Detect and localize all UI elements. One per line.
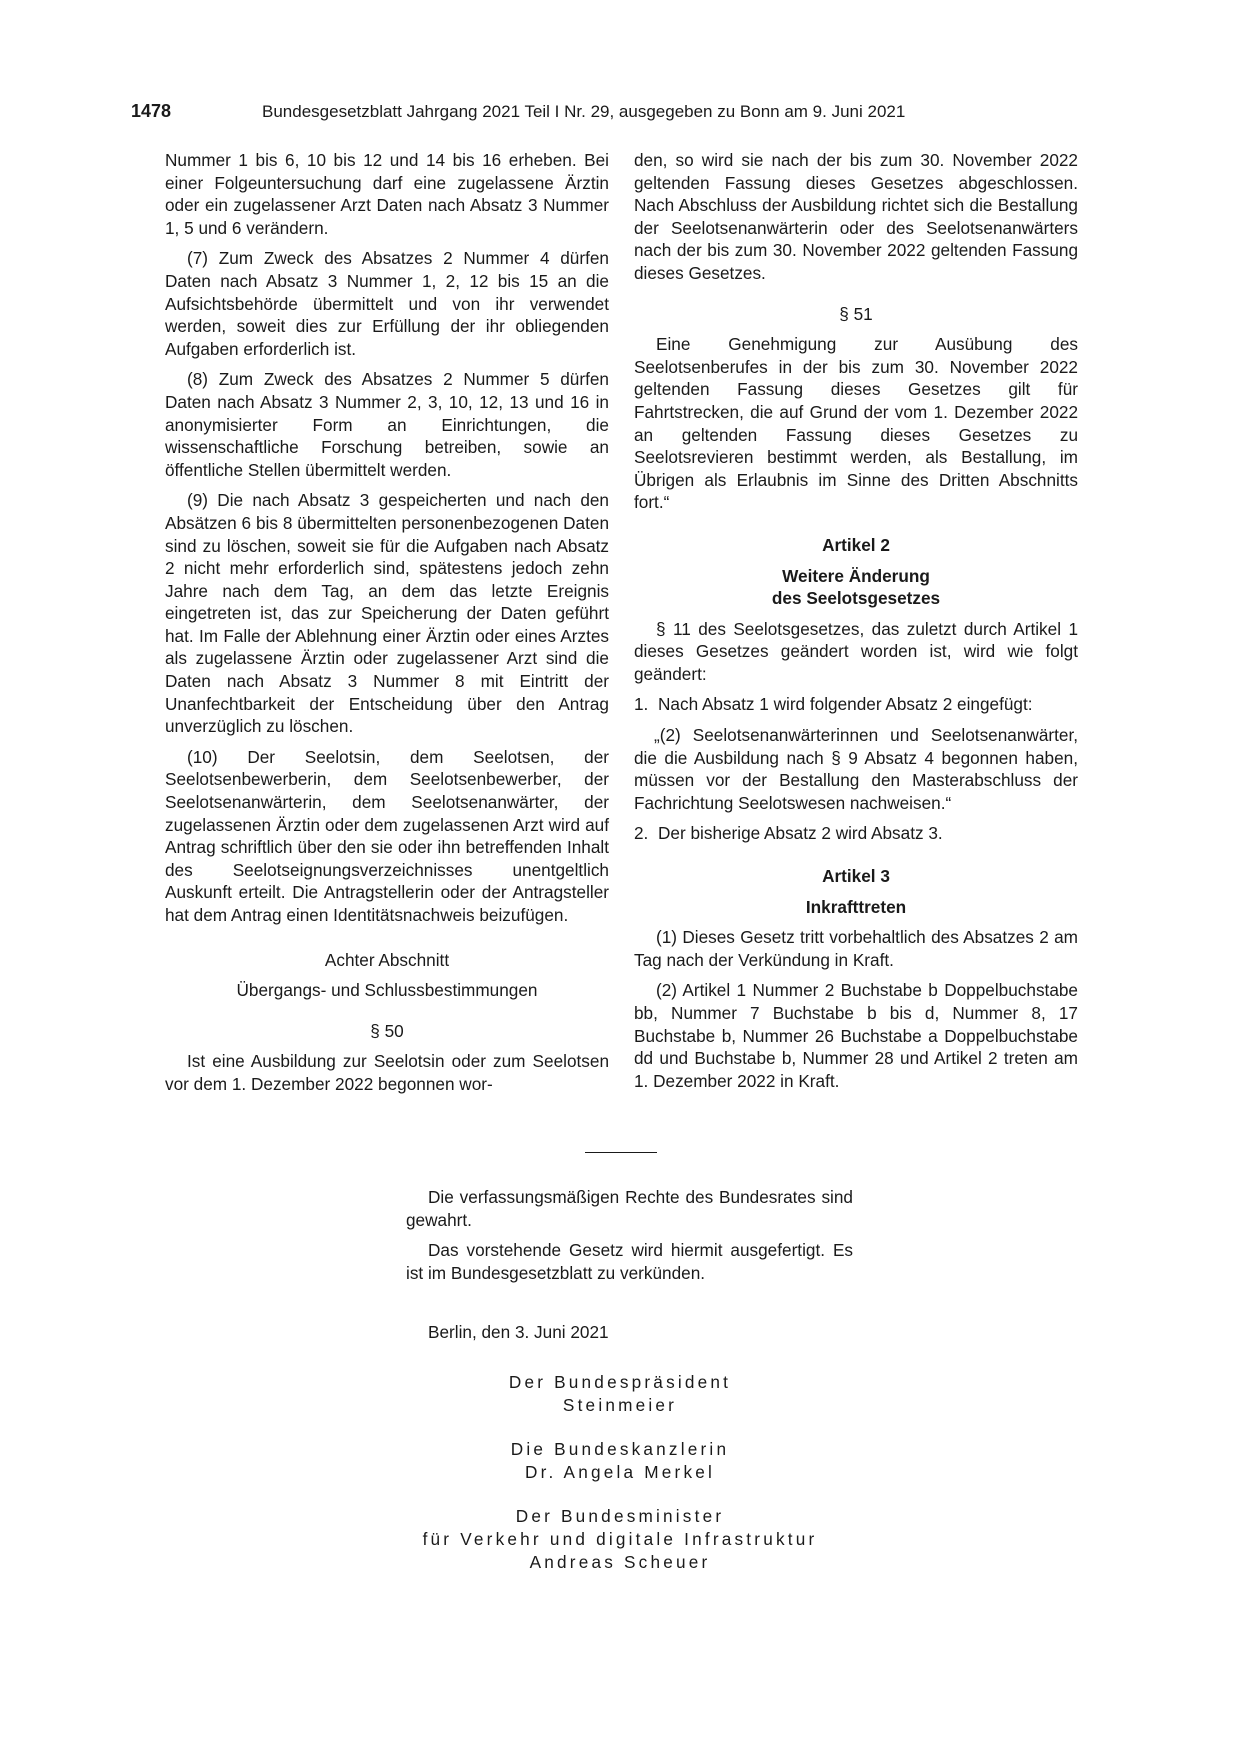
paragraph-continuation: Nummer 1 bis 6, 10 bis 12 und 14 bis 16 erheben. Bei einer Folgeuntersuchung darf eine zugelassene Ärztin oder ein zugelassener Arzt Daten nach Absatz 3 Nummer 1, 5 und 6 verändern.	[165, 150, 609, 238]
article-3-paragraph-2: (2) Artikel 1 Nummer 2 Buchstabe b Doppelbuchstabe bb, Nummer 7 Buchstabe b bis d, Nummer 8, 17 Buchstabe b, Nummer 26 Buchstabe a Doppelbuchstabe dd und Buchstabe b, Nummer 28 und Artikel 2 treten am 1. Dezember 2022 in Kraft.	[634, 980, 1078, 1091]
signatory-name: Steinmeier	[562, 1394, 678, 1415]
paragraph-7: (7) Zum Zweck des Absatzes 2 Nummer 4 dürfen Daten nach Absatz 3 Nummer 1, 2, 12 bis 15 an die Aufsichtsbehörde übermittelt und von ihr verwendet werden, soweit dies zur Erfüllung der ihr obliegenden Aufgaben erforderlich ist.	[165, 248, 609, 359]
promulgation-statement: Das vorstehende Gesetz wird hiermit ausgefertigt. Es ist im Bundesgesetzblatt zu verkünden.	[406, 1240, 853, 1283]
article-2-heading: Artikel 2	[822, 534, 890, 555]
signatory-name: Dr. Angela Merkel	[524, 1461, 716, 1482]
signatory-title-line2: für Verkehr und digitale Infrastruktur	[422, 1528, 818, 1549]
page-number: 1478	[131, 101, 172, 121]
article-3-paragraph-1: (1) Dieses Gesetz tritt vorbehaltlich des Absatzes 2 am Tag nach der Verkündung in Kraft.	[634, 927, 1078, 970]
list-item-number: 1.	[634, 694, 649, 715]
running-head: Bundesgesetzblatt Jahrgang 2021 Teil I Nr. 29, ausgegeben zu Bonn am 9. Juni 2021	[262, 102, 906, 121]
paragraph-50-start: Ist eine Ausbildung zur Seelotsin oder zum Seelotsen vor dem 1. Dezember 2022 begonnen wor-	[165, 1051, 609, 1094]
article-2-title-line2: des Seelotsgesetzes	[771, 588, 941, 609]
signature-chancellor	[340, 1438, 900, 1483]
paragraph-10: (10) Der Seelotsin, dem Seelotsen, der Seelotsenbewerberin, dem Seelotsenbewerber, der Seelotsenanwärterin, dem Seelotsenanwärter, der zugelassenen Ärztin oder dem zugelassenen Arzt wird auf Antrag schriftlich über den sie oder ihn betreffenden Inhalt des Seelotseignungsverzeichnisses unentgeltlich Auskunft erteilt. Die Antragstellerin oder der Antragsteller hat dem Antrag einen Identitätsnachweis beizufügen.	[165, 746, 609, 925]
article-2-quoted-paragraph: „(2) Seelotsenanwärterinnen und Seelotsenanwärter, die die Ausbildung nach § 9 Absatz 4 begonnen haben, müssen vor der Bestallung den Masterabschluss der Fachrichtung Seelotswesen nachweisen.“	[634, 725, 1078, 813]
list-item	[634, 822, 1078, 845]
section-heading: Achter Abschnitt	[324, 949, 450, 970]
paragraph-51-heading: § 51	[839, 303, 873, 324]
signature-block	[340, 1371, 900, 1595]
list-item-text: Nach Absatz 1 wird folgender Absatz 2 eingefügt:	[658, 694, 1033, 715]
signatory-name: Andreas Scheuer	[529, 1551, 711, 1572]
signature-minister	[340, 1505, 900, 1573]
article-2-intro: § 11 des Seelotsgesetzes, das zuletzt durch Artikel 1 dieses Gesetzes geändert worden ist, wird wie folgt geändert:	[634, 618, 1078, 684]
right-column	[634, 149, 1078, 1100]
paragraph-50-heading: § 50	[370, 1020, 404, 1041]
bundesrat-rights-statement: Die verfassungsmäßigen Rechte des Bundesrates sind gewahrt.	[406, 1187, 853, 1230]
list-item	[634, 693, 1078, 716]
divider-rule	[585, 1152, 657, 1153]
list-item-number: 2.	[634, 823, 649, 844]
signatory-title: Der Bundespräsident	[508, 1372, 732, 1392]
signatory-title: Der Bundesminister	[515, 1506, 725, 1527]
paragraph-51-text: Eine Genehmigung zur Ausübung des Seelotsenberufes in der bis zum 30. November 2022 geltenden Fassung dieses Gesetzes gilt für Fahrtstrecken, die auf Grund der vom 1. Dezember 2022 an geltenden Fassung dieses Gesetzes zu Seelotsrevieren bestimmt werden, als Bestallung, im Übrigen als Erlaubnis im Sinne des Dritten Abschnitts fort.“	[634, 334, 1078, 513]
signature-president	[340, 1371, 900, 1416]
section-title: Übergangs- und Schlussbestimmungen	[236, 980, 538, 1001]
closing-formula	[406, 1186, 853, 1292]
article-2-title-line1: Weitere Änderung	[782, 565, 930, 586]
left-column	[165, 149, 609, 1104]
paragraph-50-end: den, so wird sie nach der bis zum 30. November 2022 geltenden Fassung dieses Gesetzes abgeschlossen. Nach Abschluss der Ausbildung richtet sich die Bestallung der Seelotsenanwärterin oder des Seelotsenanwärters nach der bis zum 30. November 2022 geltenden Fassung dieses Gesetzes.	[634, 150, 1078, 283]
article-3-heading: Artikel 3	[822, 866, 890, 887]
signatory-title: Die Bundeskanzlerin	[510, 1439, 730, 1460]
list-item-text: Der bisherige Absatz 2 wird Absatz 3.	[658, 823, 943, 844]
article-3-title: Inkrafttreten	[805, 896, 907, 917]
paragraph-9: (9) Die nach Absatz 3 gespeicherten und nach den Absätzen 6 bis 8 übermittelten personenbezogenen Daten sind zu löschen, soweit sie für die Aufgaben nach Absatz 2 nicht mehr erforderlich sind, spätestens jedoch zehn Jahre nach dem Tag, an dem das letzte Ereignis eingetreten ist, das zur Speicherung der Daten geführt hat. Im Falle der Ablehnung einer Ärztin oder eines Arztes als zugelassene Ärztin oder zugelassener Arzt sind die Daten nach Absatz 3 Nummer 8 mit Eintritt der Unanfechtbarkeit der Entscheidung über den Antrag unverzüglich zu löschen.	[165, 490, 609, 737]
paragraph-8: (8) Zum Zweck des Absatzes 2 Nummer 5 dürfen Daten nach Absatz 3 Nummer 2, 3, 10, 12, 13 und 16 in anonymisierter Form an Einrichtungen, die wissenschaftliche Forschung betreiben, sowie an öffentliche Stellen übermittelt werden.	[165, 369, 609, 480]
place-and-date: Berlin, den 3. Juni 2021	[428, 1322, 609, 1342]
